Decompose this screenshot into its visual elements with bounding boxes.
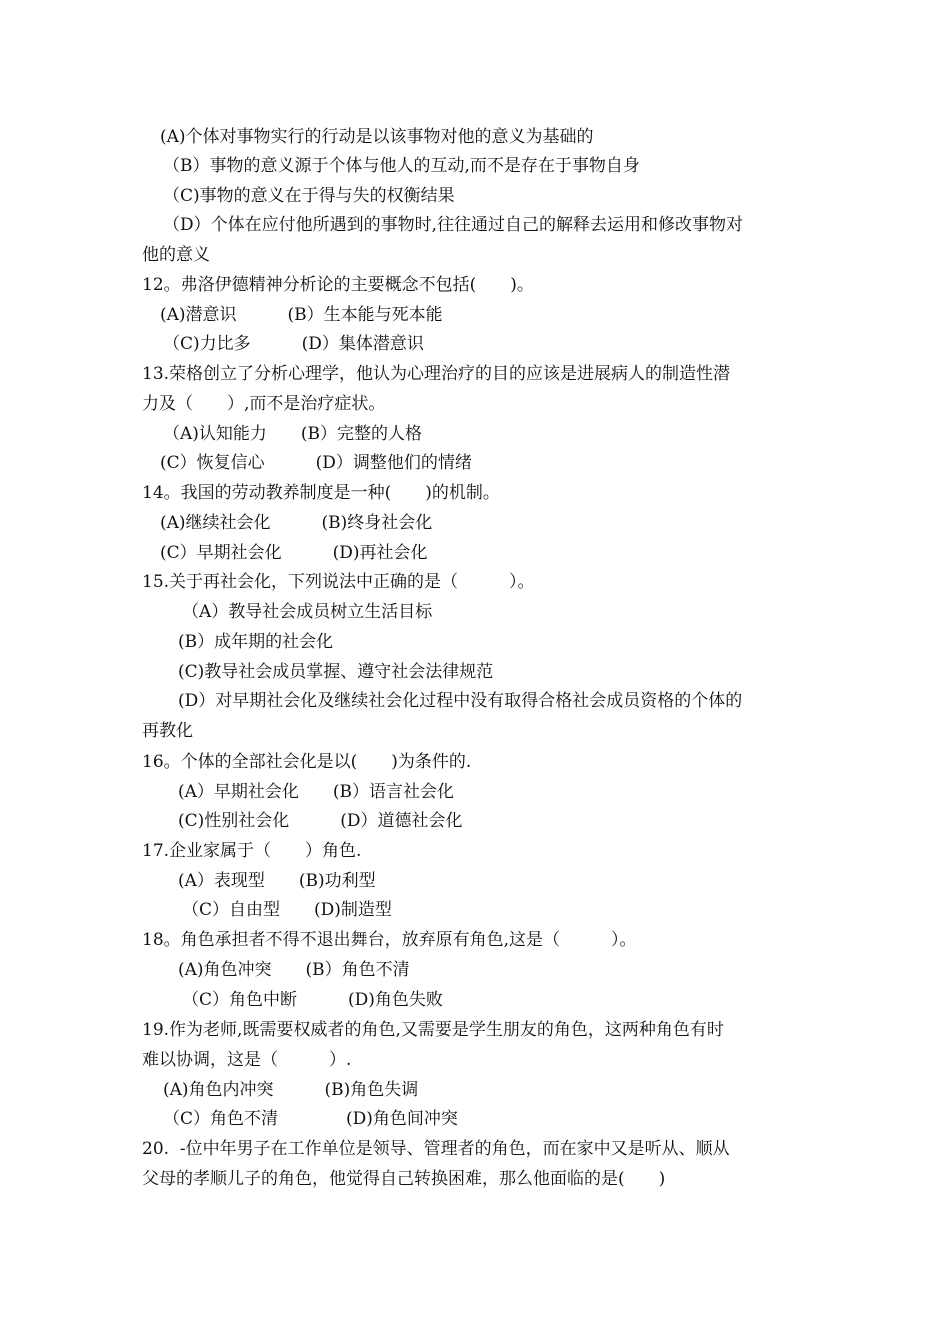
- question-12: 12。弗洛伊德精神分析论的主要概念不包括( )。: [142, 275, 534, 295]
- option-c-11: （C)事物的意义在于得与失的权衡结果: [163, 186, 455, 206]
- question-20: 20. -位中年男子在工作单位是领导、管理者的角色，而在家中又是听从、顺从: [142, 1139, 730, 1159]
- options-16-cd: (C)性别社会化 (D）道德社会化: [178, 811, 463, 831]
- question-15: 15.关于再社会化，下列说法中正确的是（ ）。: [142, 572, 535, 592]
- question-13-cont: 力及（ ）,而不是治疗症状。: [142, 394, 386, 414]
- options-13-cd: (C）恢复信心 (D）调整他们的情绪: [160, 453, 472, 473]
- options-12-ab: (A)潜意识 (B）生本能与死本能: [160, 305, 443, 325]
- options-16-ab: (A）早期社会化 (B）语言社会化: [178, 782, 455, 802]
- option-d-15: (D）对早期社会化及继续社会化过程中没有取得合格社会成员资格的个体的: [178, 691, 743, 711]
- option-d-15-cont: 再教化: [142, 721, 193, 741]
- option-a-11: (A)个体对事物实行的行动是以该事物对他的意义为基础的: [160, 127, 594, 147]
- options-18-ab: (A)角色冲突 (B）角色不清: [178, 960, 410, 980]
- question-18: 18。角色承担者不得不退出舞台，放弃原有角色,这是（ ）。: [142, 930, 637, 950]
- option-b-11: （B）事物的意义源于个体与他人的互动,而不是存在于事物自身: [163, 156, 640, 176]
- options-17-ab: (A）表现型 (B)功利型: [178, 871, 376, 891]
- options-14-cd: (C）早期社会化 (D)再社会化: [160, 543, 428, 563]
- options-17-cd: （C）自由型 (D)制造型: [182, 900, 392, 920]
- options-18-cd: （C）角色中断 (D)角色失败: [182, 990, 443, 1010]
- option-a-15: （A）教导社会成员树立生活目标: [182, 602, 433, 622]
- question-14: 14。我国的劳动教养制度是一种( )的机制。: [142, 483, 500, 503]
- options-14-ab: (A)继续社会化 (B)终身社会化: [160, 513, 433, 533]
- option-d-11: （D）个体在应付他所遇到的事物时,往往通过自己的解释去运用和修改事物对: [163, 215, 744, 235]
- question-19-cont: 难以协调，这是（ ）.: [142, 1050, 352, 1070]
- question-16: 16。个体的全部社会化是以( )为条件的.: [142, 752, 472, 772]
- options-12-cd: （C)力比多 (D）集体潜意识: [163, 334, 424, 354]
- option-b-15: (B）成年期的社会化: [178, 632, 334, 652]
- option-d-11-cont: 他的意义: [142, 245, 210, 265]
- question-17: 17.企业家属于（ ）角色.: [142, 841, 362, 861]
- question-19: 19.作为老师,既需要权威者的角色,又需要是学生朋友的角色，这两种角色有时: [142, 1020, 724, 1040]
- option-c-15: (C)教导社会成员掌握、遵守社会法律规范: [178, 662, 494, 682]
- options-19-ab: (A)角色内冲突 (B)角色失调: [163, 1080, 419, 1100]
- options-19-cd: （C）角色不清 (D)角色间冲突: [163, 1109, 458, 1129]
- options-13-ab: （A)认知能力 (B）完整的人格: [163, 424, 423, 444]
- question-20-cont: 父母的孝顺儿子的角色，他觉得自己转换困难，那么他面临的是( ): [142, 1169, 666, 1189]
- question-13: 13.荣格创立了分析心理学，他认为心理治疗的目的应该是进展病人的制造性潜: [142, 364, 731, 384]
